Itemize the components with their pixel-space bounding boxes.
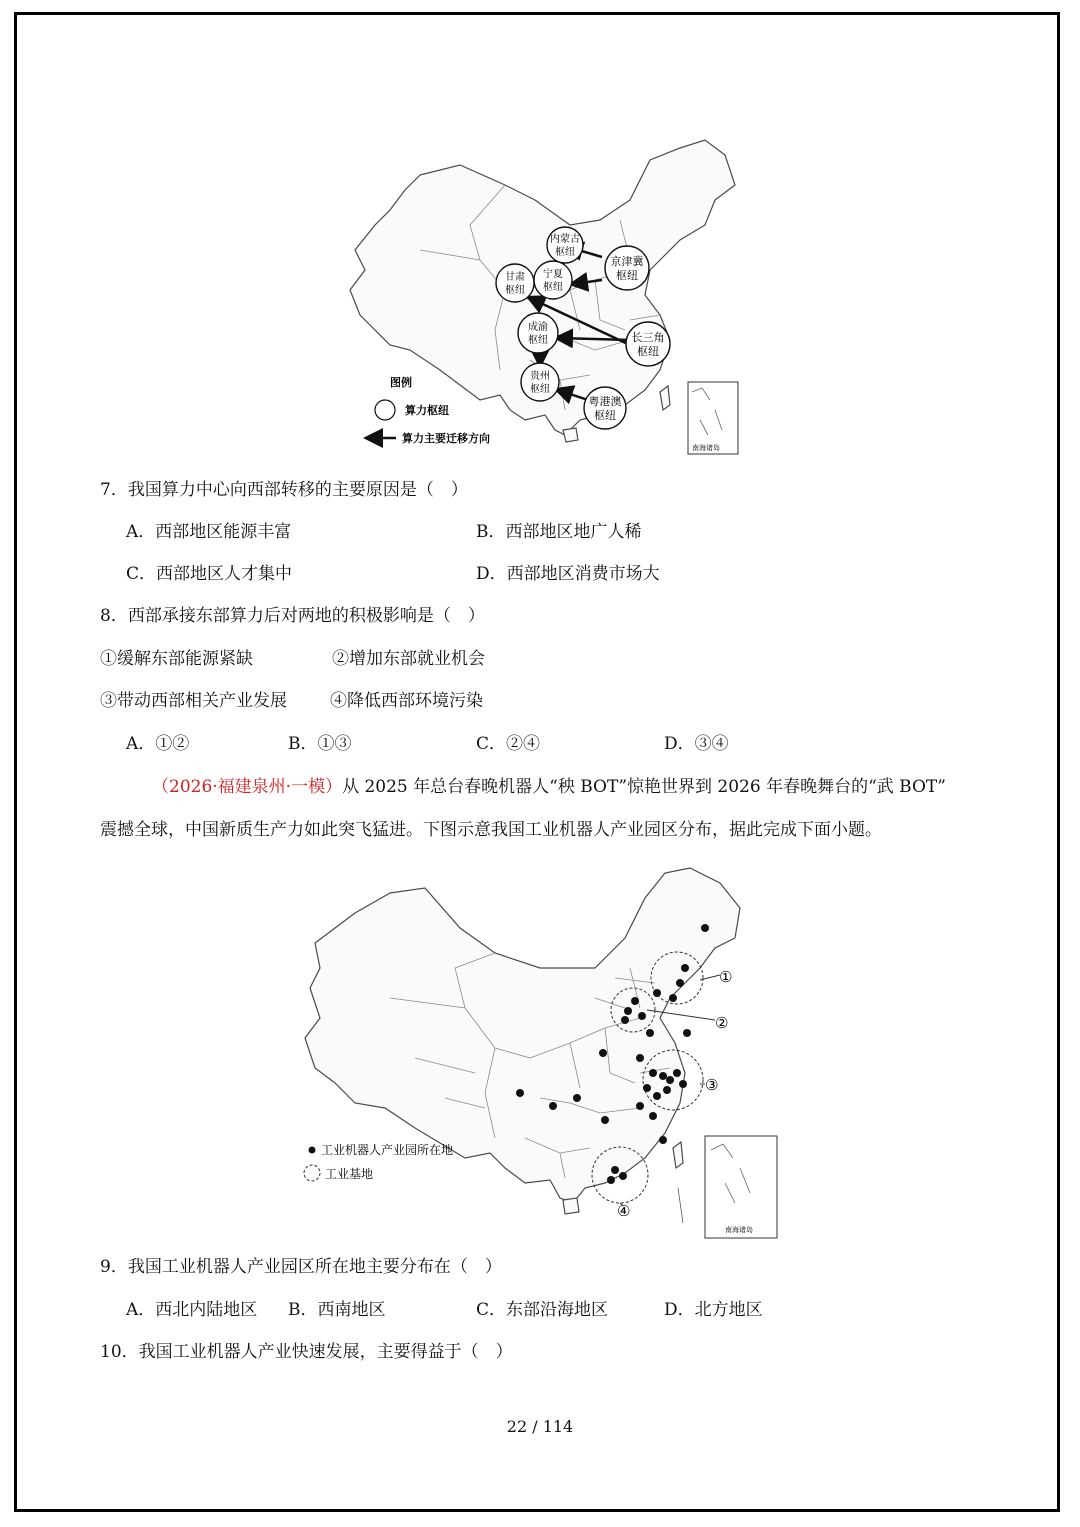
park-dot: [601, 1116, 609, 1124]
legend-circle-label: 工业基地: [325, 1167, 374, 1181]
legend-dot-label: 工业机器人产业园所在地: [321, 1143, 454, 1157]
q9-option-d[interactable]: D．北方地区: [664, 1300, 763, 1320]
park-dot: [701, 924, 709, 932]
hub-gs: [496, 264, 534, 302]
marker-4: ④: [617, 1202, 631, 1220]
q7-option-c[interactable]: C．西部地区人才集中: [126, 564, 293, 584]
hub-nx: [534, 261, 572, 299]
hub-csj: [626, 322, 670, 366]
park-dot: [659, 1136, 667, 1144]
q8-option-d[interactable]: D．③④: [664, 734, 729, 754]
park-dot: [646, 1029, 654, 1037]
q7-stem: 7．我国算力中心向西部转移的主要原因是（ ）: [100, 480, 468, 500]
q8-statement-2: ②增加东部就业机会: [332, 649, 485, 669]
q8-option-c[interactable]: C．②④: [476, 734, 541, 754]
park-dot: [679, 1080, 687, 1088]
passage-line-1: [152, 775, 946, 799]
park-dot: [638, 1012, 646, 1020]
park-dot: [659, 1072, 667, 1080]
q7-option-a[interactable]: A．西部地区能源丰富: [126, 522, 292, 542]
svg-text:甘肃: 甘肃: [505, 272, 525, 283]
legend-dot-icon: [309, 1147, 316, 1154]
park-dot: [619, 1172, 627, 1180]
svg-text:贵州: 贵州: [530, 371, 550, 382]
park-dot: [649, 1069, 657, 1077]
park-dot: [681, 964, 689, 972]
legend-title: 图例: [390, 376, 412, 389]
q8-option-b[interactable]: B．①③: [288, 734, 352, 754]
inset-label: 南海诸岛: [725, 1226, 753, 1234]
passage-source: （2026·福建泉州·一模）: [152, 777, 343, 797]
marker-1: ①: [719, 968, 733, 986]
svg-text:枢纽: 枢纽: [543, 282, 563, 293]
hub-gz: [521, 363, 559, 401]
svg-text:长三角: 长三角: [631, 331, 665, 344]
park-dot: [624, 1007, 632, 1015]
passage-text-1: 从 2025 年总台春晚机器人“秧 BOT”惊艳世界到 2026 年春晚舞台的“武 BOT”: [342, 777, 946, 797]
svg-text:枢纽: 枢纽: [616, 269, 638, 282]
park-dot: [666, 1076, 674, 1084]
park-dot: [663, 1086, 671, 1094]
park-dot: [611, 1166, 619, 1174]
south-sea-inset: [705, 1136, 777, 1238]
q9-option-c[interactable]: C．东部沿海地区: [476, 1300, 609, 1320]
q7-option-d[interactable]: D．西部地区消费市场大: [476, 564, 660, 584]
computing-hub-map: [330, 130, 750, 460]
park-dot: [649, 1112, 657, 1120]
legend-hub-label: 算力枢纽: [405, 404, 449, 417]
svg-text:宁夏: 宁夏: [543, 269, 563, 280]
svg-text:枢纽: 枢纽: [530, 384, 550, 395]
park-dot: [653, 989, 661, 997]
svg-text:枢纽: 枢纽: [505, 285, 525, 296]
svg-text:内蒙古: 内蒙古: [550, 234, 580, 245]
q8-statement-3: ③带动西部相关产业发展: [100, 691, 287, 711]
park-dot: [599, 1049, 607, 1057]
park-dot: [549, 1102, 557, 1110]
marker-3: ③: [705, 1076, 719, 1094]
inset-label: 南海诸岛: [692, 444, 720, 452]
q7-option-b[interactable]: B．西部地区地广人稀: [476, 522, 642, 542]
q9-stem: 9．我国工业机器人产业园区所在地主要分布在（ ）: [100, 1257, 502, 1277]
q8-statement-1: ①缓解东部能源紧缺: [100, 649, 253, 669]
park-dot: [573, 1094, 581, 1102]
park-dot: [673, 1069, 681, 1077]
page-number: 22 / 114: [506, 1417, 574, 1436]
robot-park-map: [295, 858, 785, 1243]
hub-jjj: [605, 246, 649, 290]
q8-option-a[interactable]: A．①②: [126, 734, 190, 754]
legend-circle-icon: [304, 1165, 320, 1181]
svg-text:京津冀: 京津冀: [610, 255, 644, 268]
park-dot: [636, 1054, 644, 1062]
park-dot: [516, 1089, 524, 1097]
park-dot: [653, 1092, 661, 1100]
park-dot: [607, 1176, 615, 1184]
q10-stem: 10．我国工业机器人产业快速发展，主要得益于（ ）: [100, 1342, 513, 1362]
marker-2: ②: [715, 1014, 729, 1032]
park-dot: [669, 994, 677, 1002]
passage-line-2: 震撼全球，中国新质生产力如此突飞猛进。下图示意我国工业机器人产业园区分布，据此完成下面小题。: [100, 820, 882, 840]
hub-gba: [584, 387, 626, 429]
legend-circle-icon: [375, 400, 395, 420]
svg-text:枢纽: 枢纽: [555, 247, 575, 258]
hub-cy: [518, 313, 558, 353]
svg-text:枢纽: 枢纽: [637, 345, 659, 358]
park-dot: [631, 997, 639, 1005]
svg-text:枢纽: 枢纽: [594, 409, 616, 422]
svg-text:成渝: 成渝: [528, 322, 548, 333]
park-dot: [676, 979, 684, 987]
q8-statement-4: ④降低西部环境污染: [330, 691, 483, 711]
legend-arrow-label: 算力主要迁移方向: [402, 432, 490, 445]
q9-option-a[interactable]: A．西北内陆地区: [126, 1300, 258, 1320]
park-dot: [643, 1084, 651, 1092]
hub-nmg: [547, 227, 583, 263]
park-dot: [683, 1029, 691, 1037]
park-dot: [636, 1102, 644, 1110]
q9-option-b[interactable]: B．西南地区: [288, 1300, 386, 1320]
q8-stem: 8．西部承接东部算力后对两地的积极影响是（ ）: [100, 606, 485, 626]
svg-text:粤港澳: 粤港澳: [588, 395, 622, 408]
park-dot: [621, 1016, 629, 1024]
svg-text:枢纽: 枢纽: [528, 335, 548, 346]
